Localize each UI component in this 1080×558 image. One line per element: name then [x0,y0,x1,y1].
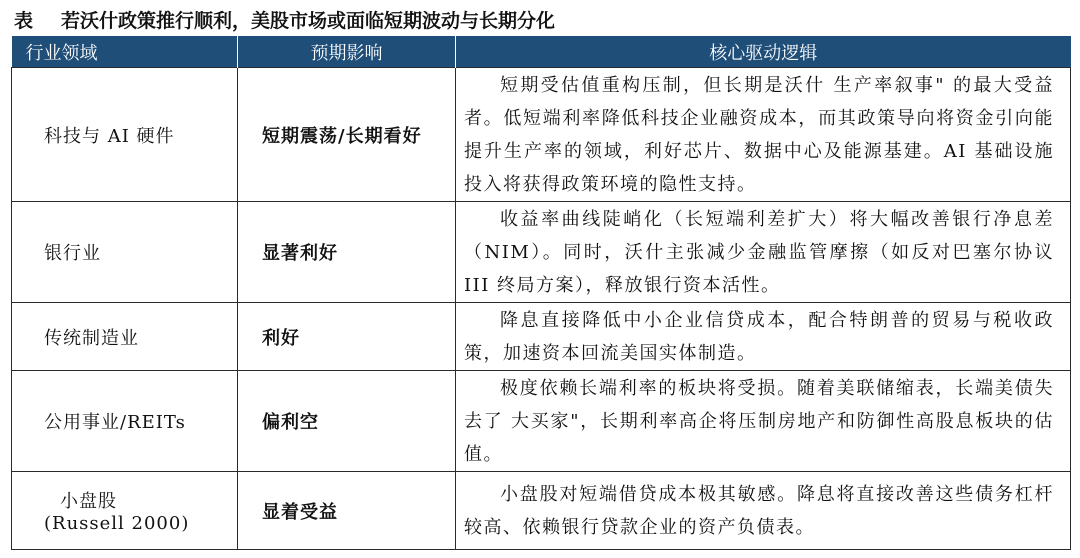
impact-cell: 显著利好 [238,202,456,303]
impact-cell: 显着受益 [238,472,456,550]
table-row [12,303,1071,371]
table-header [12,36,1071,68]
impact-cell: 利好 [238,303,456,371]
logic-cell: 收益率曲线陡峭化（长短端利差扩大）将大幅改善银行净息差（NIM）。同时，沃什主张减少金融监管摩擦（如反对巴塞尔协议 III 终局方案），释放银行资本活性。 [456,202,1071,303]
table-row [12,202,1071,303]
caption-label: 表 [14,9,34,32]
table-row [12,472,1071,550]
caption-text: 若沃什政策推行顺利，美股市场或面临短期波动与长期分化 [61,9,556,32]
header-logic: 核心驱动逻辑 [456,36,1071,68]
logic-cell: 小盘股对短端借贷成本极其敏感。降息将直接改善这些债务杠杆较高、依赖银行贷款企业的资产负债表。 [456,472,1071,550]
sector-index: (Russell 2000) [44,513,190,534]
table-row [12,371,1071,472]
header-sector: 行业领域 [12,36,238,68]
table-row [12,68,1071,202]
table-caption [14,6,555,32]
logic-cell: 降息直接降低中小企业信贷成本，配合特朗普的贸易与税收政策，加速资本回流美国实体制造。 [456,303,1071,371]
sector-cell: 银行业 [12,202,238,303]
impact-cell: 短期震荡/长期看好 [238,68,456,202]
sector-cell: 科技与 AI 硬件 [12,68,238,202]
logic-cell: 极度依赖长端利率的板块将受损。随着美联储缩表，长端美债失去了 大买家"，长期利率高企将压制房地产和防御性高股息板块的估值。 [456,371,1071,472]
sector-cell [12,472,238,550]
sector-cell: 公用事业/REITs [12,371,238,472]
impact-cell: 偏利空 [238,371,456,472]
header-impact: 预期影响 [238,36,456,68]
logic-cell: 短期受估值重构压制，但长期是沃什 生产率叙事" 的最大受益者。低短端利率降低科技企业融资成本，而其政策导向将资金引向能提升生产率的领域，利好芯片、数据中心及能源基建。AI 基础设施投入将获得政策环境的隐性支持。 [456,68,1071,202]
sector-name: 小盘股 [60,491,117,512]
sector-cell: 传统制造业 [12,303,238,371]
sector-impact-table [11,36,1071,550]
